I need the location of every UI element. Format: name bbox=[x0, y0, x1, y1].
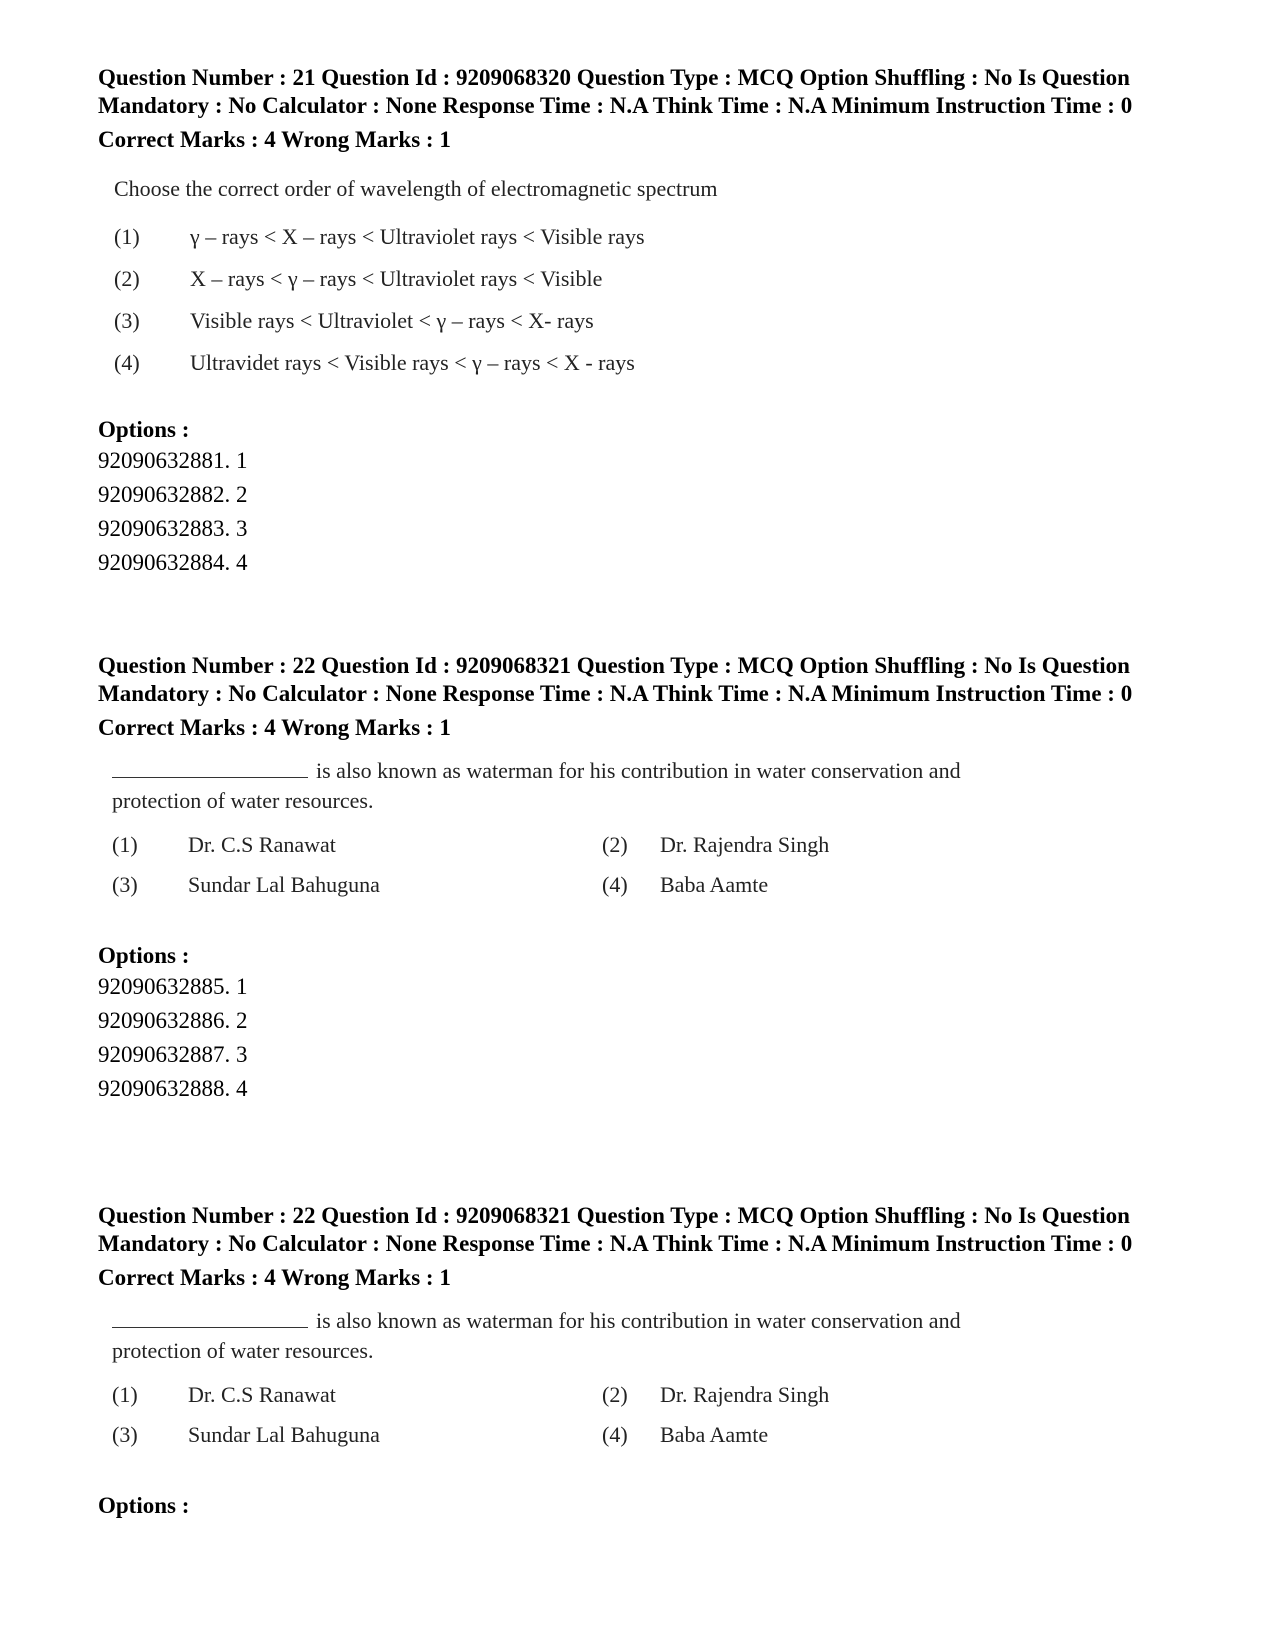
option-item: 92090632887. 3 bbox=[98, 1042, 248, 1067]
choice-text: X – rays < γ – rays < Ultraviolet rays < Visible bbox=[190, 266, 603, 291]
question-text-line2: protection of water resources. bbox=[112, 1338, 374, 1363]
question-content bbox=[114, 174, 1188, 384]
choice-number: (3) bbox=[112, 872, 138, 897]
choice-number: (2) bbox=[602, 832, 628, 857]
option-item: 92090632885. 1 bbox=[98, 974, 248, 999]
question-text-line1: is also known as waterman for his contribution in water conservation and bbox=[316, 758, 961, 783]
options-label: Options : bbox=[98, 417, 190, 442]
choice-number: (1) bbox=[114, 224, 140, 249]
options-list bbox=[98, 942, 1188, 1106]
choice-row bbox=[114, 216, 1188, 258]
choice-number: (4) bbox=[602, 872, 628, 897]
question-meta: Question Number : 22 Question Id : 9209068321 Question Type : MCQ Option Shuffling : No Is Question Mandatory : No Calculator : None Response Time : N.A Think Time : N.A Minimum Instruction Time : 0 bbox=[98, 1203, 1133, 1256]
choice-cell bbox=[112, 870, 602, 900]
choice-number: (2) bbox=[114, 266, 140, 291]
choice-text: Ultravidet rays < Visible rays < γ – rays < X - rays bbox=[190, 350, 635, 375]
choice-number: (4) bbox=[114, 350, 140, 375]
choice-text: Dr. C.S Ranawat bbox=[188, 832, 336, 857]
question-marks: Correct Marks : 4 Wrong Marks : 1 bbox=[98, 127, 451, 152]
question-content bbox=[112, 1306, 1188, 1450]
fill-in-blank bbox=[112, 757, 308, 778]
choice-number: (4) bbox=[602, 1422, 628, 1447]
choice-cell bbox=[112, 1420, 602, 1450]
choice-cell bbox=[602, 1420, 1072, 1450]
choice-text: Visible rays < Ultraviolet < γ – rays < X- rays bbox=[190, 308, 594, 333]
question-block-22 bbox=[98, 652, 1188, 1106]
question-text bbox=[112, 756, 1188, 816]
question-text: Choose the correct order of wavelength of electromagnetic spectrum bbox=[114, 176, 718, 201]
choice-number: (3) bbox=[112, 1422, 138, 1447]
question-marks: Correct Marks : 4 Wrong Marks : 1 bbox=[98, 715, 451, 740]
choice-number: (2) bbox=[602, 1382, 628, 1407]
choice-text: Baba Aamte bbox=[660, 872, 769, 897]
choice-row bbox=[114, 300, 1188, 342]
fill-in-blank bbox=[112, 1307, 308, 1328]
question-block-22-repeat bbox=[98, 1202, 1188, 1520]
choice-text: Dr. Rajendra Singh bbox=[660, 832, 830, 857]
question-block-21 bbox=[98, 64, 1188, 580]
choice-grid bbox=[112, 830, 1188, 900]
choice-text: γ – rays < X – rays < Ultraviolet rays < Visible rays bbox=[190, 224, 645, 249]
choice-number: (1) bbox=[112, 1382, 138, 1407]
question-text-line2: protection of water resources. bbox=[112, 788, 374, 813]
options-list bbox=[98, 1492, 1188, 1520]
question-marks: Correct Marks : 4 Wrong Marks : 1 bbox=[98, 1265, 451, 1290]
options-list bbox=[98, 416, 1188, 580]
option-item: 92090632881. 1 bbox=[98, 448, 248, 473]
choice-number: (1) bbox=[112, 832, 138, 857]
question-meta: Question Number : 22 Question Id : 9209068321 Question Type : MCQ Option Shuffling : No Is Question Mandatory : No Calculator : None Response Time : N.A Think Time : N.A Minimum Instruction Time : 0 bbox=[98, 653, 1133, 706]
option-item: 92090632886. 2 bbox=[98, 1008, 248, 1033]
choice-text: Baba Aamte bbox=[660, 1422, 769, 1447]
option-item: 92090632888. 4 bbox=[98, 1076, 248, 1101]
choice-cell bbox=[602, 1380, 1072, 1410]
option-item: 92090632884. 4 bbox=[98, 550, 248, 575]
choice-text: Sundar Lal Bahuguna bbox=[188, 872, 380, 897]
choice-cell bbox=[602, 870, 1072, 900]
question-text-line1: is also known as waterman for his contribution in water conservation and bbox=[316, 1308, 961, 1333]
choice-cell bbox=[602, 830, 1072, 860]
choice-text: Sundar Lal Bahuguna bbox=[188, 1422, 380, 1447]
question-content bbox=[112, 756, 1188, 900]
choice-cell bbox=[112, 1380, 602, 1410]
choice-text: Dr. Rajendra Singh bbox=[660, 1382, 830, 1407]
choice-row bbox=[114, 342, 1188, 384]
option-item: 92090632882. 2 bbox=[98, 482, 248, 507]
options-label: Options : bbox=[98, 943, 190, 968]
choice-text: Dr. C.S Ranawat bbox=[188, 1382, 336, 1407]
option-item: 92090632883. 3 bbox=[98, 516, 248, 541]
choice-number: (3) bbox=[114, 308, 140, 333]
choice-grid bbox=[112, 1380, 1188, 1450]
options-label: Options : bbox=[98, 1493, 190, 1518]
question-meta: Question Number : 21 Question Id : 9209068320 Question Type : MCQ Option Shuffling : No Is Question Mandatory : No Calculator : None Response Time : N.A Think Time : N.A Minimum Instruction Time : 0 bbox=[98, 65, 1133, 118]
question-text bbox=[112, 1306, 1188, 1366]
choice-cell bbox=[112, 830, 602, 860]
choice-row bbox=[114, 258, 1188, 300]
